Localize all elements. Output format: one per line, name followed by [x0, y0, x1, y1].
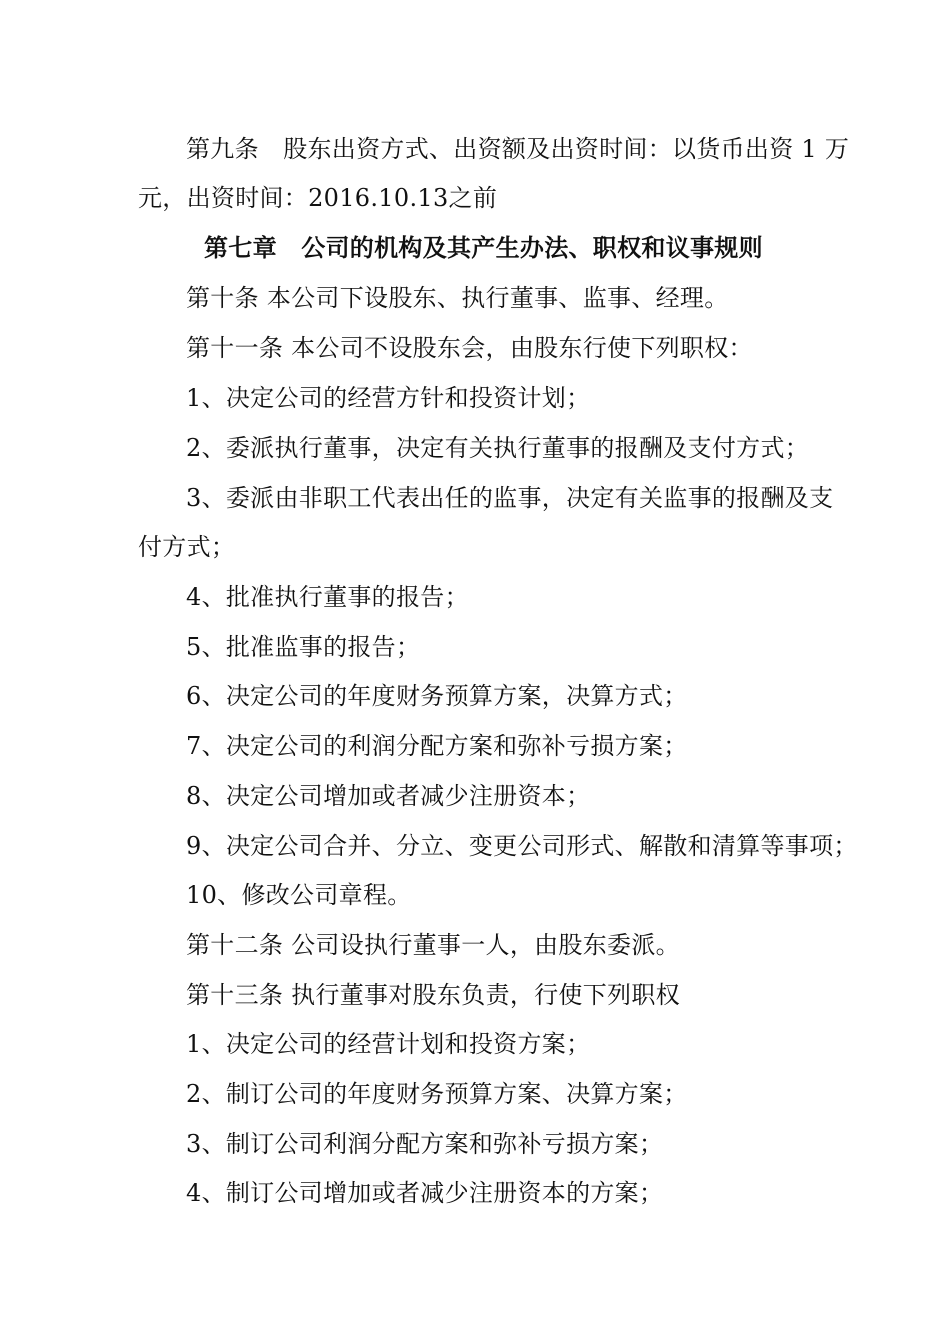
article-11-item: 1、决定公司的经营方针和投资计划； [186, 384, 591, 412]
article-11-item: 3、委派由非职工代表出任的监事，决定有关监事的报酬及支 [186, 484, 834, 512]
article-11-item: 7、决定公司的利润分配方案和弥补亏损方案； [186, 732, 688, 760]
article-11-item: 10、修改公司章程。 [186, 881, 412, 909]
article-13-item: 1、决定公司的经营计划和投资方案； [186, 1030, 591, 1058]
article-13-item: 4、制订公司增加或者减少注册资本的方案； [186, 1179, 664, 1207]
article-11-item: 2、委派执行董事，决定有关执行董事的报酬及支付方式； [186, 434, 810, 462]
article-11-heading: 第十一条 本公司不设股东会，由股东行使下列职权： [186, 334, 753, 362]
article-11-item: 9、决定公司合并、分立、变更公司形式、解散和清算等事项； [186, 832, 858, 860]
article-9-line-1: 第九条 股东出资方式、出资额及出资时间：以货币出资 1 万 [186, 135, 850, 163]
article-10: 第十条 本公司下设股东、执行董事、监事、经理。 [186, 284, 729, 312]
article-11-item-continuation: 付方式； [138, 533, 236, 561]
article-13-item: 2、制订公司的年度财务预算方案、决算方案； [186, 1080, 688, 1108]
article-11-item: 8、决定公司增加或者减少注册资本； [186, 782, 591, 810]
article-11-item: 5、批准监事的报告； [186, 633, 421, 661]
article-9-line-2: 元，出资时间：2016.10.13之前 [138, 184, 498, 212]
article-12: 第十二条 公司设执行董事一人，由股东委派。 [186, 931, 680, 959]
article-11-item: 4、批准执行董事的报告； [186, 583, 469, 611]
article-13-item: 3、制订公司利润分配方案和弥补亏损方案； [186, 1130, 664, 1158]
chapter-7-title: 第七章 公司的机构及其产生办法、职权和议事规则 [204, 234, 763, 262]
article-11-item: 6、决定公司的年度财务预算方案，决算方式； [186, 682, 688, 710]
article-13-heading: 第十三条 执行董事对股东负责，行使下列职权 [186, 981, 680, 1009]
